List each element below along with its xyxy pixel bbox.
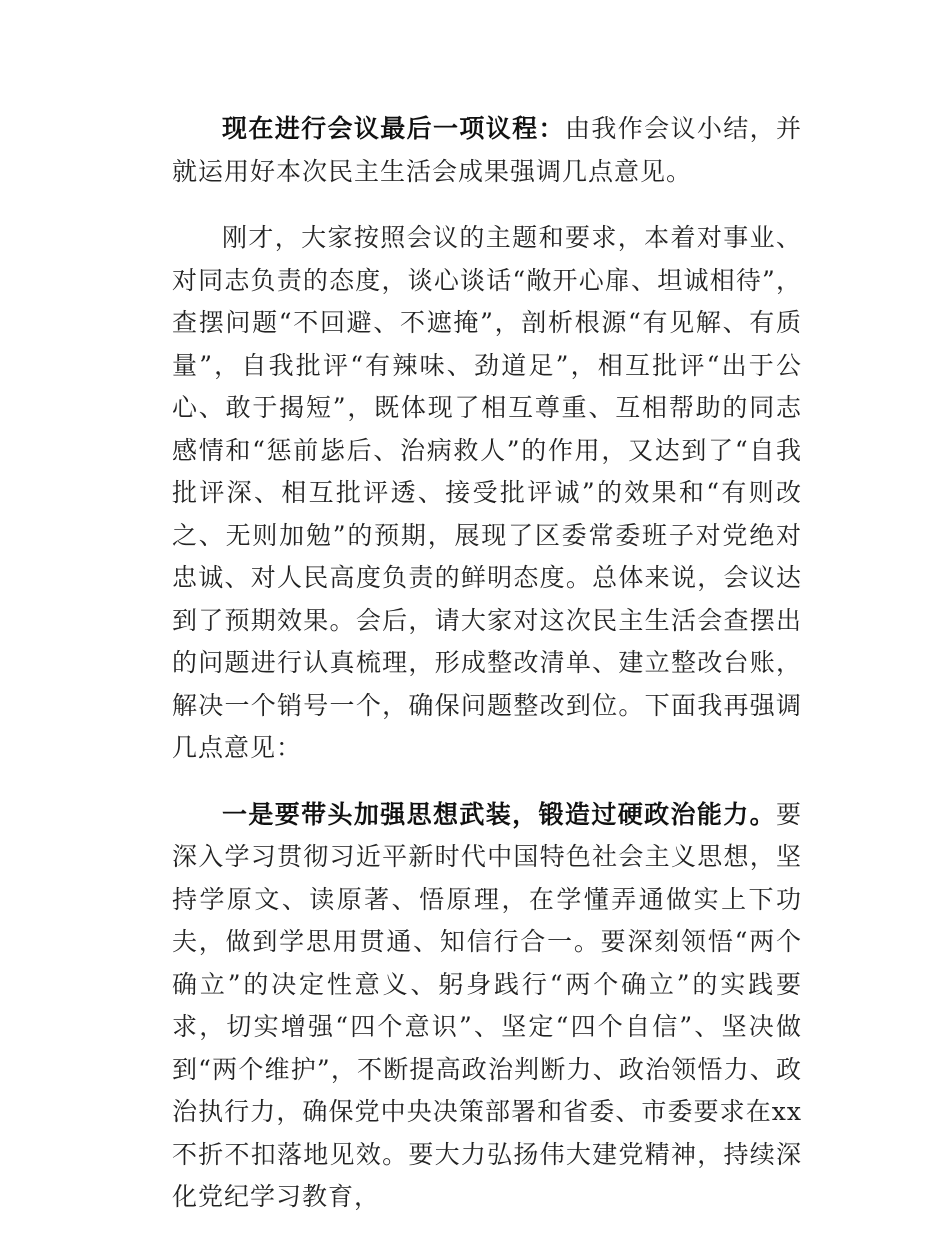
paragraph-text: 刚才，大家按照会议的主题和要求，本着对事业、对同志负责的态度，谈心谈话“敞开心扉、坦诚相待”，查摆问题“不回避、不遮掩”，剖析根源“有见解、有质量”，自我批评“有辣味、劲道足”，相互批评“出于公心、敢于揭短”，既体现了相互尊重、互相帮助的同志感情和“惩前毖后、治病救人”的作用，又达到了“自我批评深、相互批评透、接受批评诚”的效果和“有则改之、无则加勉”的预期，展现了区委常委班子对党绝对忠诚、对人民高度负责的鲜明态度。总体来说，会议达到了预期效果。会后，请大家对这次民主生活会查摆出的问题进行认真梳理，形成整改清单、建立整改台账，解决一个销号一个，确保问题整改到位。下面我再强调几点意见：: [172, 223, 802, 762]
paragraph-agenda: [172, 108, 802, 193]
paragraph-text: 由我作会议小结，并就运用好本次民主生活会成果强调几点意见。: [172, 114, 802, 186]
paragraph-point-one: [172, 794, 802, 1219]
paragraph-text: 要深入学习贯彻习近平新时代中国特色社会主义思想，坚持学原文、读原著、悟原理，在学懂弄通做实上下功夫，做到学思用贯通、知信行合一。要深刻领悟“两个确立”的决定性意义、躬身践行“两个确立”的实践要求，切实增强“四个意识”、坚定“四个自信”、坚决做到“两个维护”，不断提高政治判断力、政治领悟力、政治执行力，确保党中央决策部署和省委、市委要求在xx不折不扣落地见效。要大力弘扬伟大建党精神，持续深化党纪学习教育，: [172, 799, 802, 1211]
paragraph-lead: 现在进行会议最后一项议程：: [222, 114, 565, 143]
document-body: [172, 108, 802, 1243]
paragraph-review: [172, 217, 802, 770]
paragraph-lead: 一是要带头加强思想武装，锻造过硬政治能力。: [222, 799, 776, 829]
